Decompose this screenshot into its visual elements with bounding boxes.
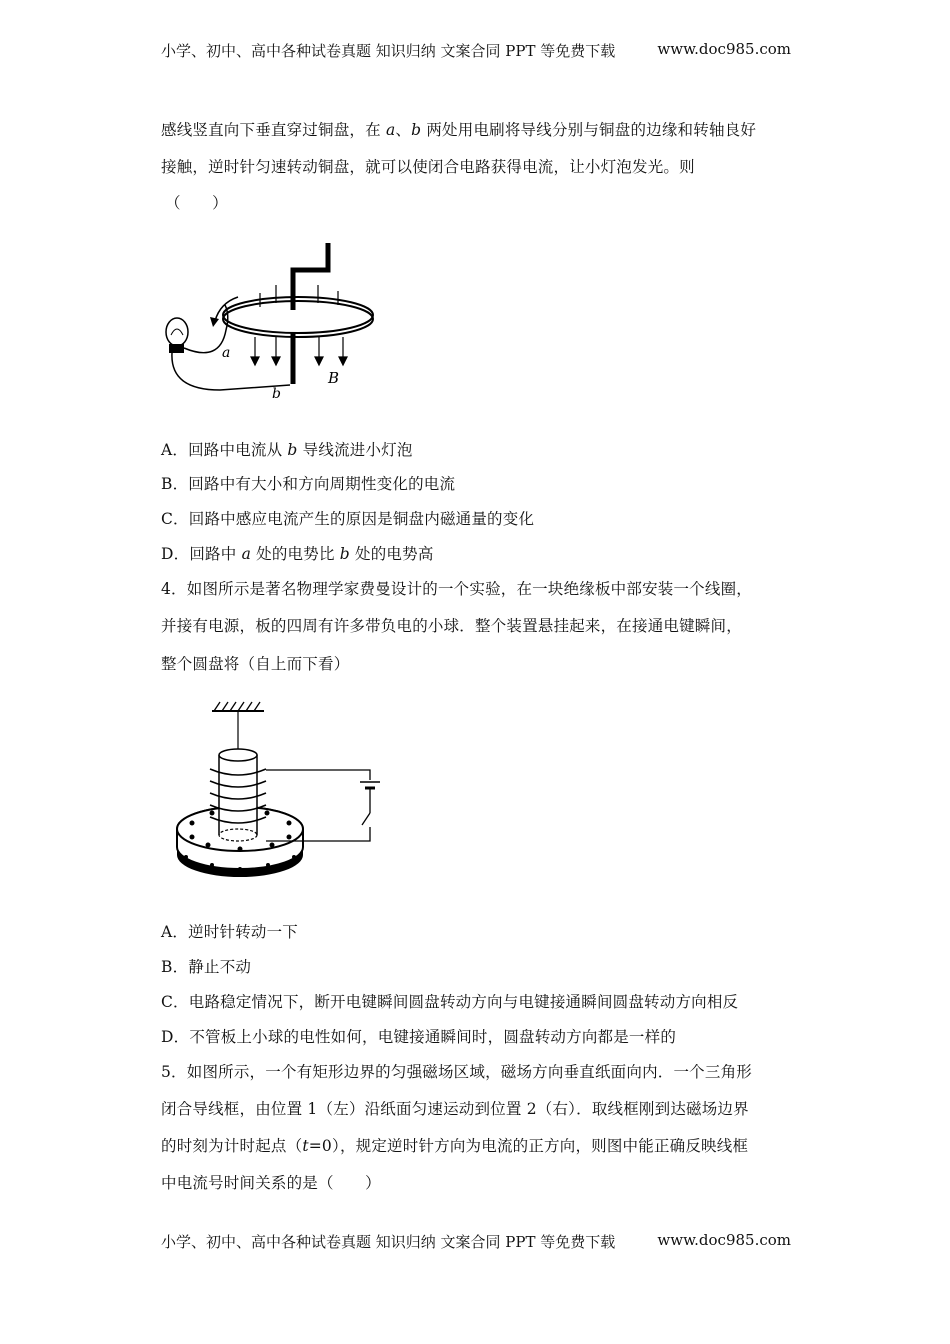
q3-answer-blank: （ ） bbox=[165, 194, 228, 212]
copper-disk-figure bbox=[160, 235, 390, 410]
feynman-disk-figure bbox=[172, 697, 392, 887]
q3-option-B: B．回路中有大小和方向周期性变化的电流 bbox=[161, 475, 456, 493]
option-text: D．回路中 bbox=[161, 545, 242, 563]
q4-option-C: C．电路稳定情况下，断开电键瞬间圆盘转动方向与电键接通瞬间圆盘转动方向相反 bbox=[161, 993, 739, 1011]
bulb-icon bbox=[166, 318, 188, 346]
var-b: b bbox=[287, 441, 298, 459]
q4-option-B: B．静止不动 bbox=[161, 958, 252, 976]
q3-option-A bbox=[161, 438, 801, 460]
var-a: a bbox=[385, 121, 396, 139]
label-b: b bbox=[272, 386, 281, 402]
var-a: a bbox=[241, 545, 252, 563]
header-url: www.doc985.com bbox=[657, 40, 791, 58]
option-text: 处的电势高 bbox=[349, 545, 434, 563]
footer-left-text: 小学、初中、高中各种试卷真题 知识归纳 文案合同 PPT 等免费下载 bbox=[161, 1233, 616, 1251]
q4-stem-line-1: 4．如图所示是著名物理学家费曼设计的一个实验，在一块绝缘板中部安装一个线圈， bbox=[161, 580, 752, 598]
field-lines-bottom bbox=[251, 337, 347, 365]
label-B: B bbox=[328, 369, 340, 387]
header-left-text: 小学、初中、高中各种试卷真题 知识归纳 文案合同 PPT 等免费下载 bbox=[161, 42, 616, 60]
q3-intro-text: 感线竖直向下垂直穿过铜盘，在 bbox=[161, 121, 386, 139]
option-text: A．回路中电流从 bbox=[161, 441, 288, 459]
q5-text: =0），规定逆时针方向为电流的正方向，则图中能正确反映线框 bbox=[308, 1137, 749, 1155]
q3-intro-line-1 bbox=[161, 118, 801, 140]
ceiling-hatch bbox=[214, 702, 260, 711]
q4-stem-line-2: 并接有电源，板的四周有许多带负电的小球．整个装置悬挂起来，在接通电键瞬间， bbox=[161, 617, 742, 635]
q5-text: 的时刻为计时起点（ bbox=[161, 1137, 303, 1155]
var-b: b bbox=[411, 121, 422, 139]
option-text: 导线流进小灯泡 bbox=[297, 441, 413, 459]
var-b: b bbox=[339, 545, 350, 563]
q5-stem-line-4: 中电流号时间关系的是（ ） bbox=[161, 1174, 381, 1192]
q5-stem-line-3 bbox=[161, 1134, 801, 1156]
circuit-wire bbox=[266, 770, 370, 780]
switch-icon bbox=[362, 813, 370, 825]
q5-stem-line-2: 闭合导线框，由位置 1（左）沿纸面匀速运动到位置 2（右）．取线框刚到达磁场边界 bbox=[161, 1100, 749, 1118]
q3-option-D bbox=[161, 542, 801, 564]
page-header bbox=[161, 40, 791, 61]
q4-option-D: D．不管板上小球的电性如何，电键接通瞬间时，圆盘转动方向都是一样的 bbox=[161, 1028, 677, 1046]
q3-intro-text: 两处用电刷将导线分别与铜盘的边缘和转轴良好 bbox=[421, 121, 757, 139]
q3-intro-line-2: 接触，逆时针匀速转动铜盘，就可以使闭合电路获得电流，让小灯泡发光。则 bbox=[161, 158, 695, 176]
q4-stem-line-3: 整个圆盘将（自上而下看） bbox=[161, 655, 350, 673]
footer-url: www.doc985.com bbox=[657, 1231, 791, 1249]
option-text: 处的电势比 bbox=[251, 545, 340, 563]
q3-intro-text: 、 bbox=[395, 121, 412, 139]
label-a: a bbox=[222, 345, 231, 361]
var-t: t bbox=[302, 1137, 309, 1155]
q4-option-A: A．逆时针转动一下 bbox=[161, 923, 298, 941]
copper-disk bbox=[223, 297, 373, 333]
q3-option-C: C．回路中感应电流产生的原因是铜盘内磁通量的变化 bbox=[161, 510, 535, 528]
q5-stem-line-1: 5．如图所示，一个有矩形边界的匀强磁场区域，磁场方向垂直纸面向内．一个三角形 bbox=[161, 1063, 752, 1081]
page-footer bbox=[161, 1231, 791, 1252]
